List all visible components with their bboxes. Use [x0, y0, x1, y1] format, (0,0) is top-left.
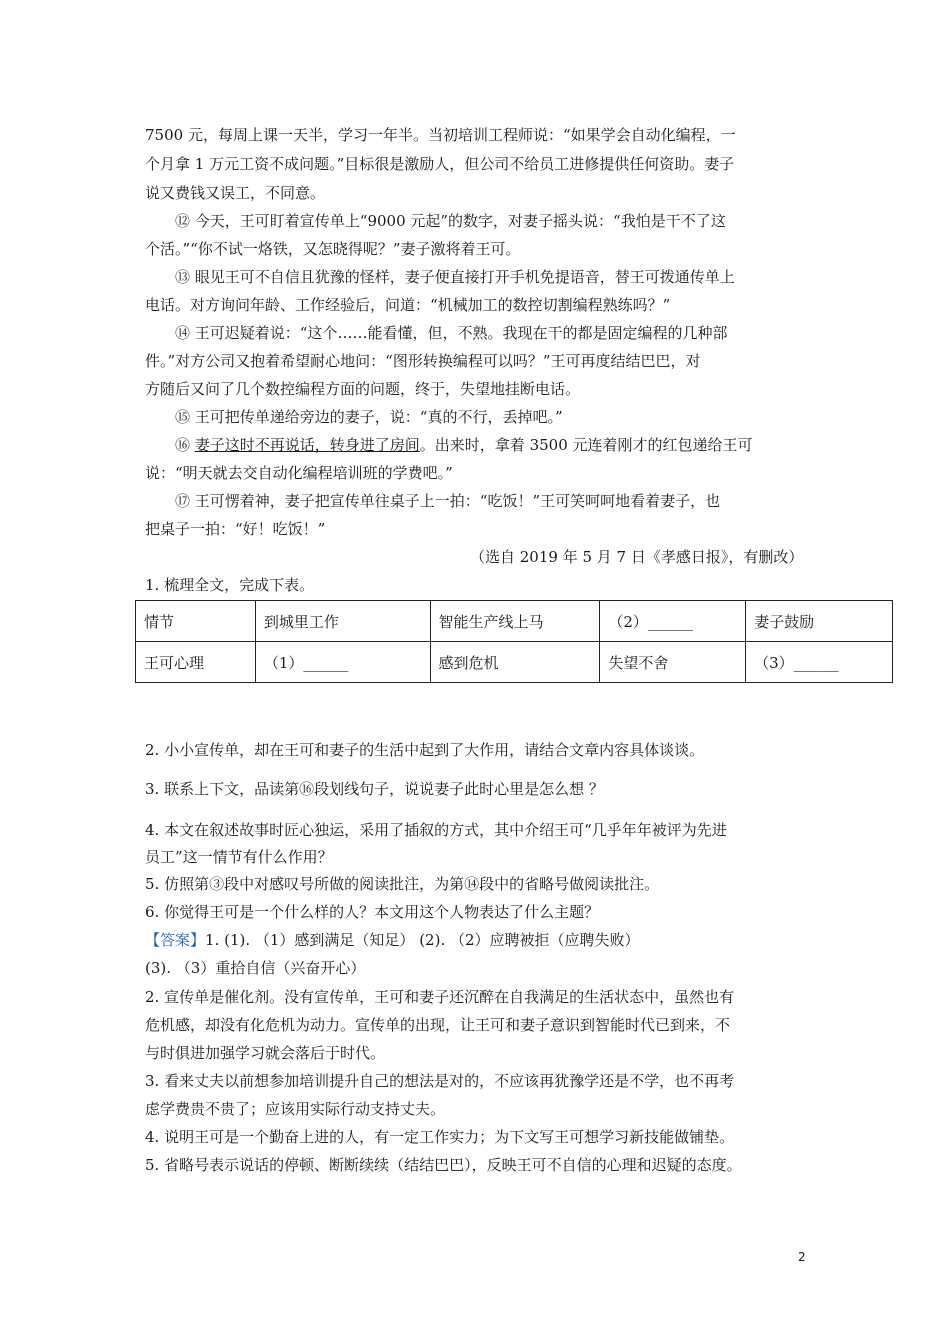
table-cell: 智能生产线上马 — [430, 601, 600, 642]
answer-1-cont: (3). （3）重拾自信（兴奋开心） — [145, 959, 366, 977]
table-cell: 情节 — [136, 601, 256, 642]
question-6: 6. 你觉得王可是一个什么样的人？本文用这个人物表达了什么主题？ — [145, 903, 600, 921]
answer-2-cont: 与时俱进加强学习就会落后于时代。 — [145, 1044, 386, 1062]
answer-3: 3. 看来丈夫以前想参加培训提升自己的想法是对的，不应该再犹豫学还是不学，也不再考 — [145, 1072, 735, 1090]
table-row — [136, 601, 893, 642]
table-cell: 到城里工作 — [255, 601, 430, 642]
passage-line: 说又费钱又误工，不同意。 — [145, 184, 326, 202]
question-3: 3. 联系上下文，品读第⑯段划线句子，说说妻子此时心里是怎么想 ？ — [145, 780, 604, 798]
paragraph-16 — [175, 435, 753, 455]
answer-3-cont: 虑学费贵不贵了；应该用实际行动支持丈夫。 — [145, 1100, 446, 1118]
question-5: 5. 仿照第③段中对感叹号所做的阅读批注，为第⑭段中的省略号做阅读批注。 — [145, 875, 660, 893]
passage-line: 说：“明天就去交自动化编程培训班的学费吧。” — [145, 464, 453, 482]
passage-line: 电话。对方询问年龄、工作经验后，问道：“机械加工的数控切割编程熟练吗？” — [145, 296, 671, 314]
answer-tag: 【答案】 — [145, 931, 206, 949]
paragraph-14: ⑭ 王可迟疑着说：“这个……能看懂，但，不熟。我现在干的都是固定编程的几种部 — [175, 324, 728, 342]
table-cell: 感到危机 — [430, 642, 600, 683]
question-4: 4. 本文在叙述故事时匠心独运，采用了插叙的方式，其中介绍王可“几乎年年被评为先进 — [145, 821, 727, 839]
question-1: 1. 梳理全文，完成下表。 — [145, 576, 315, 594]
answer-2: 2. 宣传单是催化剂。没有宣传单，王可和妻子还沉醉在自我满足的生活状态中，虽然也有 — [145, 988, 735, 1006]
plot-table — [135, 600, 893, 683]
answer-1 — [145, 930, 640, 950]
page-number: 2 — [798, 1250, 806, 1264]
passage-line: 件。”对方公司又抱着希望耐心地问：“图形转换编程可以吗？”王可再度结结巴巴，对 — [145, 352, 701, 370]
paragraph-15: ⑮ 王可把传单递给旁边的妻子，说：“真的不行，丢掉吧。” — [175, 408, 563, 426]
underlined-sentence: 妻子这时不再说话，转身进了房间 — [194, 436, 420, 454]
table-cell: 王可心理 — [136, 642, 256, 683]
table-cell: （1）______ — [255, 642, 430, 683]
table-cell: 失望不舍 — [600, 642, 746, 683]
table-cell: （2）______ — [600, 601, 746, 642]
table-cell: 妻子鼓励 — [746, 601, 893, 642]
source-citation: （选自 2019 年 5 月 7 日《孝感日报》，有删改） — [470, 548, 804, 566]
paragraph-number: ⑯ — [175, 436, 195, 454]
paragraph-text: 。出来时，拿着 3500 元连着刚才的红包递给王可 — [419, 436, 753, 454]
answer-2-cont: 危机感，却没有化危机为动力。宣传单的出现，让王可和妻子意识到智能时代已到来，不 — [145, 1016, 731, 1034]
question-4-cont: 员工”这一情节有什么作用？ — [145, 848, 333, 866]
table-cell: （3）______ — [746, 642, 893, 683]
passage-line: 把桌子一拍：“好！吃饭！” — [145, 520, 326, 538]
paragraph-12: ⑫ 今天，王可盯着宣传单上“9000 元起”的数字，对妻子摇头说：“我怕是干不了这 — [175, 212, 726, 230]
table-row — [136, 642, 893, 683]
paragraph-13: ⑬ 眼见王可不自信且犹豫的怪样，妻子便直接打开手机免提语音，替王可拨通传单上 — [175, 268, 735, 286]
question-2: 2. 小小宣传单，却在王可和妻子的生活中起到了大作用，请结合文章内容具体谈谈。 — [145, 741, 705, 759]
answer-4: 4. 说明王可是一个勤奋上进的人，有一定工作实力；为下文写王可想学习新技能做铺垫。 — [145, 1128, 735, 1146]
answer-text: 1. (1). （1）感到满足（知足） (2). （2）应聘被拒（应聘失败） — [205, 931, 640, 949]
passage-line: 个月拿 1 万元工资不成问题。”目标很是激励人，但公司不给员工进修提供任何资助。妻子 — [145, 155, 735, 173]
paragraph-17: ⑰ 王可愣着神，妻子把宣传单往桌子上一拍：“吃饭！”王可笑呵呵地看着妻子，也 — [175, 492, 721, 510]
passage-line: 个活。”“你不试一烙铁，又怎晓得呢？”妻子激将着王可。 — [145, 240, 521, 258]
passage-line: 方随后又问了几个数控编程方面的问题，终于，失望地挂断电话。 — [145, 380, 581, 398]
answer-5: 5. 省略号表示说话的停顿、断断续续（结结巴巴），反映王可不自信的心理和迟疑的态度。 — [145, 1156, 742, 1174]
passage-line: 7500 元，每周上课一天半，学习一年半。当初培训工程师说：“如果学会自动化编程，一 — [145, 126, 736, 144]
